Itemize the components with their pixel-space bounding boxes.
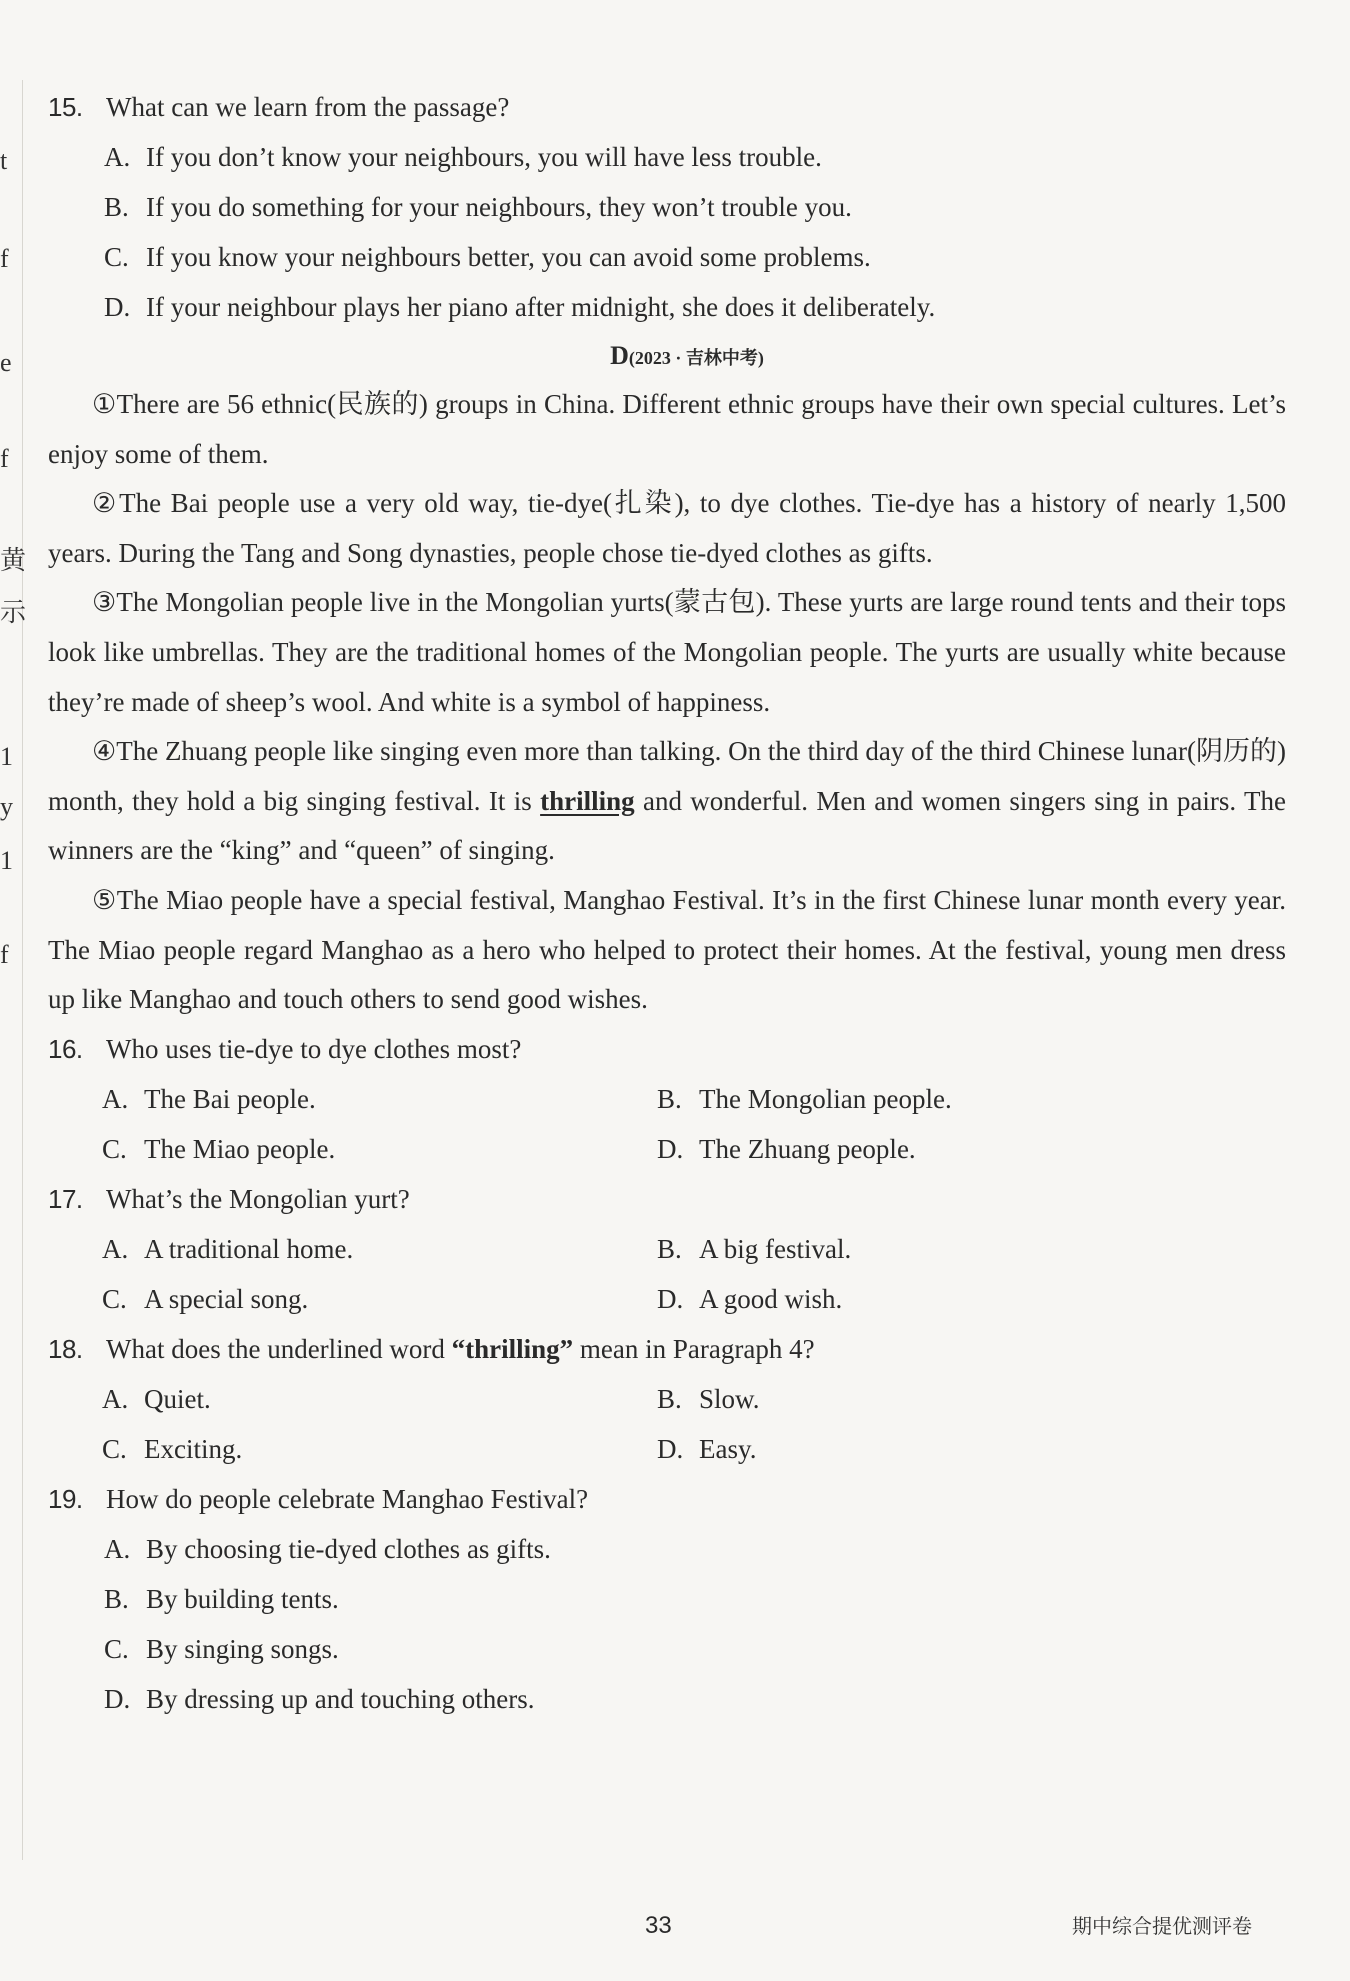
- section-title: D(2023 · 吉林中考): [610, 341, 764, 370]
- edge-fragment: 1: [0, 846, 13, 875]
- edge-fragment: 示: [0, 598, 27, 627]
- page-number: 33: [645, 1912, 672, 1939]
- option-a: A. If you don’t know your neighbours, you will have less trouble.: [104, 141, 822, 172]
- option-d: D. If your neighbour plays her piano after midnight, she does it deliberately.: [104, 291, 936, 322]
- option-b: B. Slow.: [657, 1384, 760, 1415]
- question-number: 19.: [48, 1484, 83, 1515]
- option-c: C. A special song.: [102, 1284, 309, 1315]
- option-c: C. The Miao people.: [102, 1134, 336, 1165]
- option-b: B. If you do something for your neighbours, they won’t trouble you.: [104, 191, 852, 222]
- option-c: C. Exciting.: [102, 1434, 243, 1465]
- edge-fragment: f: [0, 244, 9, 273]
- edge-fragment: t: [0, 146, 8, 175]
- option-a: A. The Bai people.: [102, 1084, 316, 1115]
- section-source: (2023 · 吉林中考): [628, 348, 764, 368]
- edge-fragment: 1: [0, 742, 13, 771]
- quoted-word: “thrilling”: [451, 1334, 574, 1365]
- option-a: A. Quiet.: [102, 1384, 211, 1415]
- footer-title: 期中综合提优测评卷: [1072, 1914, 1252, 1938]
- option-b: B. By building tents.: [104, 1584, 339, 1615]
- margin-rule: [22, 80, 23, 1860]
- underlined-word: thrilling: [540, 785, 635, 816]
- option-d: D. Easy.: [657, 1434, 757, 1465]
- question-number: 16.: [48, 1034, 83, 1065]
- option-d: D. By dressing up and touching others.: [104, 1684, 535, 1715]
- option-a: A. By choosing tie-dyed clothes as gifts.: [104, 1534, 551, 1565]
- paragraph-3: ③The Mongolian people live in the Mongolian yurts(蒙古包). These yurts are large round tents and their tops look like umbrellas. They are the traditional homes of the Mongolian people. The yurts are usually white because they’re made of sheep’s wool. And white is a symbol of happiness.: [48, 587, 1286, 717]
- question-text: How do people celebrate Manghao Festival?: [106, 1484, 589, 1515]
- question-15: [48, 82, 1286, 332]
- question-text: What can we learn from the passage?: [106, 91, 510, 122]
- edge-fragment: e: [0, 348, 12, 377]
- option-d: D. A good wish.: [657, 1284, 843, 1315]
- edge-fragment: y: [0, 792, 13, 821]
- option-b: B. A big festival.: [657, 1234, 852, 1265]
- edge-fragment: f: [0, 444, 9, 473]
- paragraph-2: ②The Bai people use a very old way, tie-dye(扎染), to dye clothes. Tie-dye has a history of nearly 1,500 years. During the Tang and Song dynasties, people chose tie-dyed clothes as gifts.: [48, 488, 1286, 568]
- question-17: [48, 1175, 1286, 1325]
- question-19: [48, 1475, 1286, 1725]
- edge-fragment: f: [0, 940, 9, 969]
- question-16: [48, 1025, 1286, 1175]
- question-number: 15.: [48, 91, 83, 122]
- question-18: [48, 1325, 1286, 1475]
- question-text: Who uses tie-dye to dye clothes most?: [106, 1034, 522, 1065]
- content: [48, 82, 1286, 1725]
- reading-passage: [48, 380, 1286, 1025]
- option-c: C. By singing songs.: [104, 1634, 339, 1665]
- question-number: 18.: [48, 1334, 83, 1365]
- option-d: D. The Zhuang people.: [657, 1134, 916, 1165]
- paragraph-1: ①There are 56 ethnic(民族的) groups in China. Different ethnic groups have their own special cultures. Let’s enjoy some of them.: [48, 389, 1286, 469]
- question-text: What does the underlined word “thrilling” mean in Paragraph 4?: [106, 1334, 815, 1365]
- paragraph-4: ④The Zhuang people like singing even more than talking. On the third day of the third Chinese lunar(阴历的) month, they hold a big singing festival. It is thrilling and wonderful. Men and women singers sing in pairs. The winners are the “king” and “queen” of singing.: [48, 736, 1286, 866]
- question-text: What’s the Mongolian yurt?: [106, 1184, 410, 1215]
- question-number: 17.: [48, 1184, 83, 1215]
- paragraph-5: ⑤The Miao people have a special festival, Manghao Festival. It’s in the first Chinese lunar month every year. The Miao people regard Manghao as a hero who helped to protect their homes. At the festival, young men dress up like Manghao and touch others to send good wishes.: [48, 884, 1286, 1015]
- option-a: A. A traditional home.: [102, 1234, 354, 1265]
- option-c: C. If you know your neighbours better, you can avoid some problems.: [104, 241, 871, 272]
- option-b: B. The Mongolian people.: [657, 1084, 952, 1115]
- edge-fragment: 黄: [0, 546, 27, 575]
